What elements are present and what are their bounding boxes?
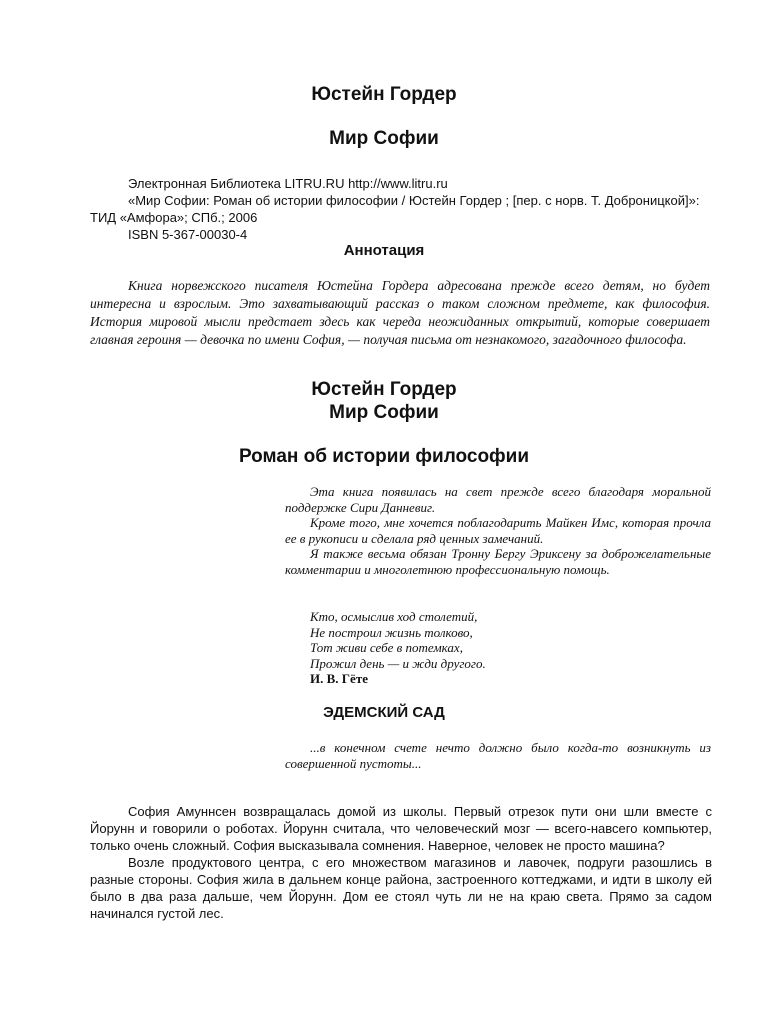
poem-line: Прожил день — и жди другого. (310, 655, 486, 671)
body-paragraph: Возле продуктового центра, с его множеством магазинов и лавочек, подруги разошлись в разные стороны. София жила в дальнем конце района, застроенного коттеджами, и идти в школу ей было в два раза дальше, чем Йорунн. Дом ее стоял чуть ли не на краю света. Прямо за садом начинался густой лес. (90, 855, 712, 921)
epigraph-paragraph: Эта книга появилась на свет прежде всего благодаря моральной поддержке Сири Данневиг. (285, 484, 711, 515)
annotation-heading: Аннотация (343, 242, 425, 259)
dedication-epigraph (285, 484, 711, 577)
chapter-title: ЭДЕМСКИЙ САД (323, 704, 445, 721)
chapter-body (90, 803, 712, 922)
subtitle: Роман об истории философии (238, 446, 530, 467)
annotation-text: Книга норвежского писателя Юстейна Гордера адресована прежде всего детям, но будет интересна и взрослым. Это захватывающий рассказ о таком сложном предмете, как философия. История мировой мысли предстает здесь как череда неожиданных открытий, которые совершает главная героиня — девочка по имени София, — получая письма от незнакомого, загадочного философа. (90, 278, 710, 347)
body-paragraph: София Амуннсен возвращалась домой из школы. Первый отрезок пути они шли вместе с Йорунн и говорили о роботах. Йорунн считала, что человеческий мозг — всего-навсего компьютер, только очень сложный. София высказывала сомнения. Наверное, человек не просто машина? (90, 804, 712, 853)
chapter-epigraph-text: ...в конечном счете нечто должно было когда-то возникнуть из совершенной пустоты... (285, 740, 711, 771)
author-heading: Юстейн Гордер (311, 84, 457, 105)
poem-author: И. В. Гёте (310, 671, 368, 686)
epigraph-paragraph: Кроме того, мне хочется поблагодарить Майкен Имс, которая прочла ее в рукописи и сделала ряд ценных замечаний. (285, 515, 711, 546)
isbn: ISBN 5-367-00030-4 (128, 227, 248, 242)
citation: «Мир Софии: Роман об истории философии / Юстейн Гордер ; [пер. с норв. Т. Доброницкой]»: ТИД «Амфора»; СПб.; 2006 (90, 193, 700, 225)
title-block-author: Юстейн Гордер (311, 379, 457, 400)
goethe-poem (310, 609, 710, 687)
chapter-epigraph (285, 740, 711, 771)
publication-info (90, 175, 710, 243)
library-line: Электронная Библиотека LITRU.RU http://www.litru.ru (128, 176, 448, 191)
poem-line: Кто, осмыслив ход столетий, (310, 609, 478, 624)
book-title-heading: Мир Софии (329, 128, 439, 149)
poem-line: Тот живи себе в потемках, (310, 640, 463, 655)
epigraph-paragraph: Я также весьма обязан Тронну Бергу Эриксену за доброжелательные комментарии и многолетнюю профессиональную помощь. (285, 546, 711, 577)
poem-line: Не построил жизнь толково, (310, 624, 473, 640)
title-block-book-title: Мир Софии (329, 402, 439, 423)
